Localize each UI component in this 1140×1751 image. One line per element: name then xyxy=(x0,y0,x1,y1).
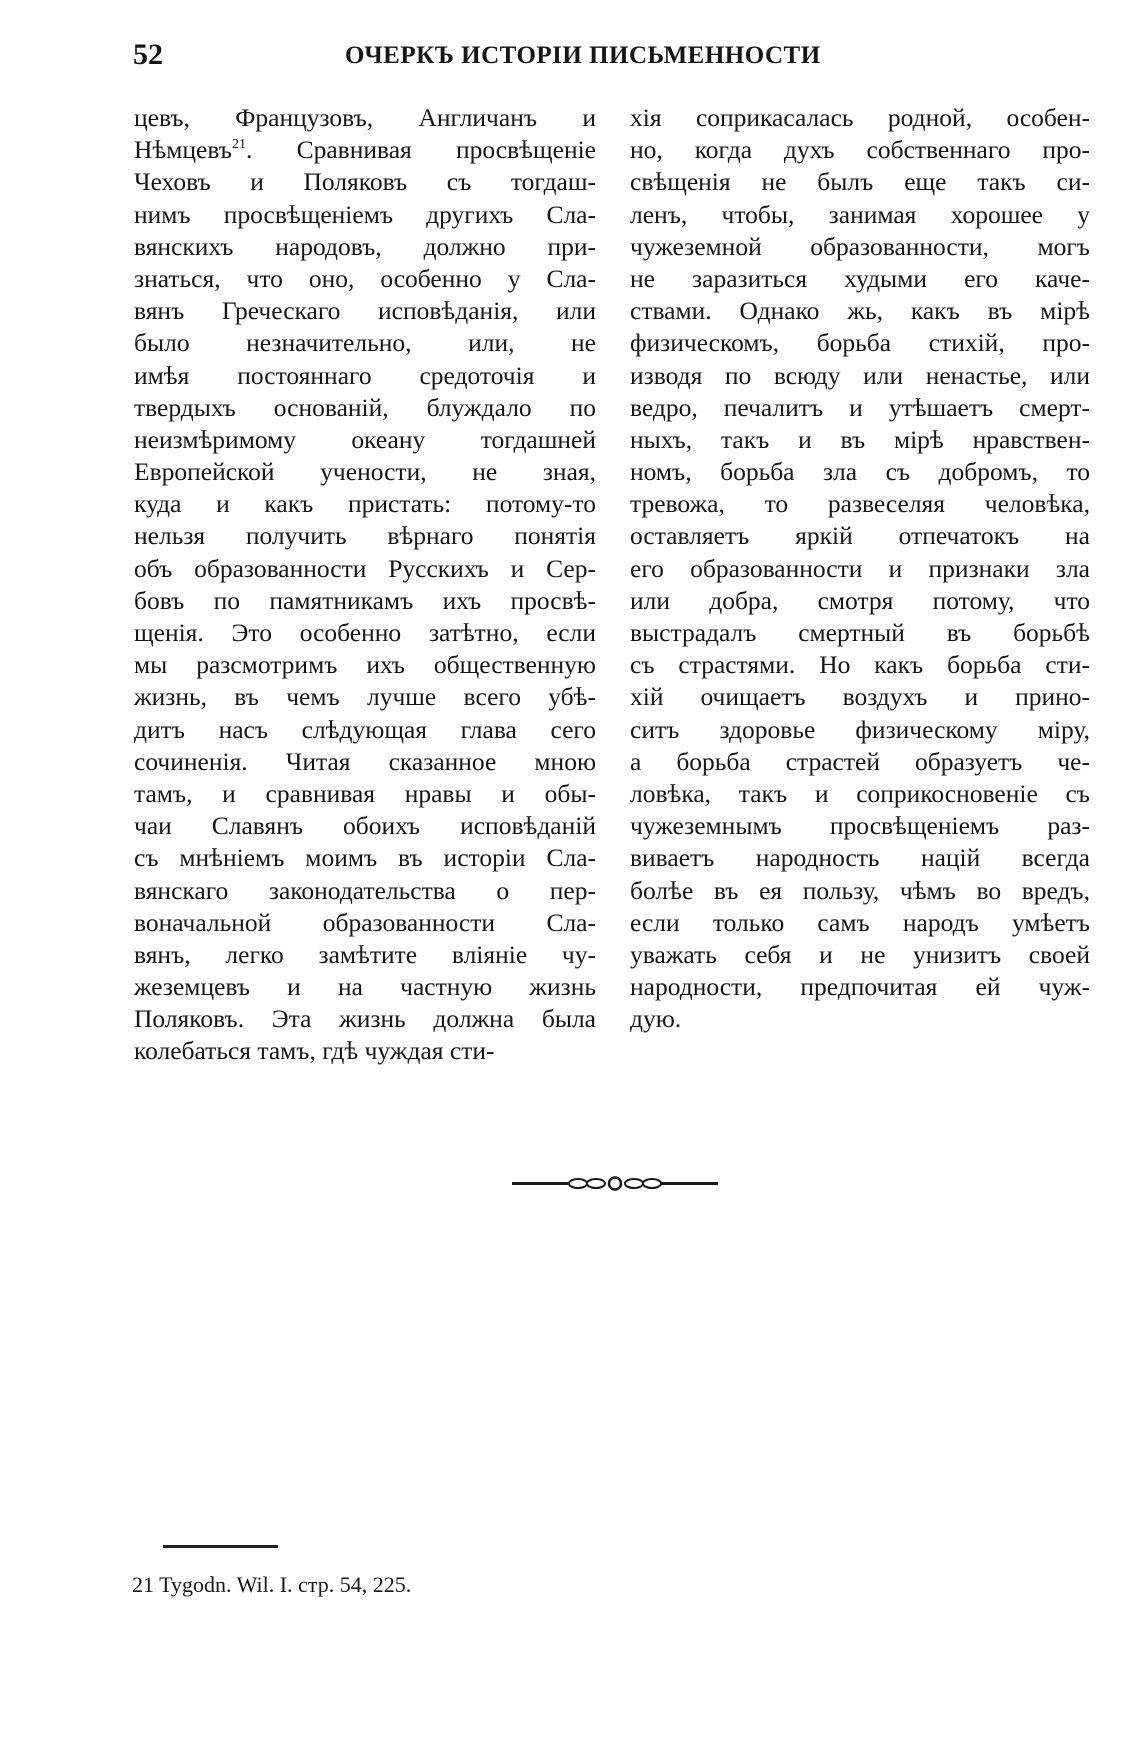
ornament-loop xyxy=(569,1179,587,1188)
ornament-loop xyxy=(587,1179,605,1188)
text-line: хій очищаетъ воздухъ и прино- xyxy=(630,682,1090,712)
text-fragment: . Сравнивая просвѣщеніе xyxy=(245,135,596,165)
running-head: ОЧЕРКЪ ИСТОРІИ ПИСЬМЕННОСТИ xyxy=(345,42,821,69)
text-line: съ страстями. Но какъ борьба сти- xyxy=(630,650,1090,680)
text-line: Поляковъ. Эта жизнь должна была xyxy=(134,1004,596,1034)
text-line: жеземцевъ и на частную жизнь xyxy=(134,972,596,1002)
text-line: знаться, что оно, особенно у Сла- xyxy=(134,263,596,293)
footnote-rule xyxy=(163,1545,278,1548)
text-line: воначальной образованности Сла- xyxy=(134,907,596,937)
text-line: тамъ, и сравнивая нравы и обы- xyxy=(134,778,596,808)
page-number: 52 xyxy=(133,38,163,71)
text-line: колебаться тамъ, гдѣ чуждая сти- xyxy=(134,1036,495,1066)
text-line: вянскаго законодательства о пер- xyxy=(134,875,596,905)
text-line: его образованности и признаки зла xyxy=(630,553,1090,583)
text-line: оставляетъ яркій отпечатокъ на xyxy=(630,521,1090,551)
text-line: чужеземнымъ просвѣщеніемъ раз- xyxy=(630,811,1090,841)
right-column xyxy=(630,102,1090,1035)
text-line: вянъ Греческаго исповѣданія, или xyxy=(134,296,596,326)
footnote: 21 Tygodn. Wil. I. стр. 54, 225. xyxy=(132,1572,412,1597)
text-line: если только самъ народъ умѣетъ xyxy=(630,907,1090,937)
text-line: тревожа, то развеселяя человѣка, xyxy=(630,489,1090,519)
footnote-marker[interactable]: 21 xyxy=(231,137,246,153)
text-line: Чеховъ и Поляковъ съ тогдаш- xyxy=(134,167,596,197)
text-fragment: Нѣмцевъ xyxy=(134,135,232,165)
ornament-loop xyxy=(643,1179,661,1188)
text-line: сочиненія. Читая сказанное мною xyxy=(134,746,596,776)
text-line: уважать себя и не унизитъ своей xyxy=(630,939,1090,969)
text-line: объ образованности Русскихъ и Сер- xyxy=(134,553,596,583)
text-line: а борьба страстей образуетъ че- xyxy=(630,746,1090,776)
text-line: болѣе въ ея пользу, чѣмъ во вредъ, xyxy=(630,875,1090,905)
text-line: ныхъ, такъ и въ мірѣ нравствен- xyxy=(630,424,1090,454)
text-line: ловѣка, такъ и соприкосновеніе съ xyxy=(630,778,1090,808)
text-line: или добра, смотря потому, что xyxy=(630,585,1090,615)
tailpiece-ornament xyxy=(512,1174,718,1194)
text-line: бовъ по памятникамъ ихъ просвѣ- xyxy=(134,585,596,615)
ornament-rule-right xyxy=(660,1182,718,1185)
text-line: твердыхъ основаній, блуждало по xyxy=(134,392,596,422)
ornament-rule-left xyxy=(512,1182,570,1185)
text-line: свѣщенія не былъ еще такъ си- xyxy=(630,167,1090,197)
text-line: ствами. Однако жь, какъ въ мірѣ xyxy=(630,296,1090,326)
text-line: чаи Славянъ обоихъ исповѣданій xyxy=(134,811,596,841)
text-line: ситъ здоровье физическому міру, xyxy=(630,714,1090,744)
text-line: но, когда духъ собственнаго про- xyxy=(630,135,1090,165)
text-line: ведро, печалитъ и утѣшаетъ смерт- xyxy=(630,392,1090,422)
text-line: номъ, борьба зла съ добромъ, то xyxy=(630,457,1090,487)
text-line: Европейской учености, не зная, xyxy=(134,457,596,487)
text-line: народности, предпочитая ей чуж- xyxy=(630,972,1090,1002)
text-line: дитъ насъ слѣдующая глава сего xyxy=(134,714,596,744)
text-line: вянъ, легко замѣтите вліяніе чу- xyxy=(134,939,596,969)
ornament-center xyxy=(609,1178,621,1190)
text-line: физическомъ, борьба стихій, про- xyxy=(630,328,1090,358)
text-line: вянскихъ народовъ, должно при- xyxy=(134,231,596,261)
text-line xyxy=(134,134,596,166)
text-line: куда и какъ пристать: потому-то xyxy=(134,489,596,519)
text-line: дую. xyxy=(630,1004,682,1034)
text-line: нельзя получить вѣрнаго понятія xyxy=(134,521,596,551)
text-line: хія соприкасалась родной, особен- xyxy=(630,103,1090,132)
text-line: не заразиться худыми его каче- xyxy=(630,263,1090,293)
text-line: цевъ, Французовъ, Англичанъ и xyxy=(134,103,596,132)
text-line: было незначительно, или, не xyxy=(134,328,596,358)
text-line: чужеземной образованности, могъ xyxy=(630,231,1090,261)
text-line: нимъ просвѣщеніемъ другихъ Сла- xyxy=(134,199,596,229)
text-line: жизнь, въ чемъ лучше всего убѣ- xyxy=(134,682,596,712)
text-line: имѣя постояннаго средоточія и xyxy=(134,360,596,390)
text-line: щенія. Это особенно затѣтно, если xyxy=(134,618,596,647)
text-line: мы разсмотримъ ихъ общественную xyxy=(134,650,596,680)
text-line: виваетъ народность націй всегда xyxy=(630,843,1090,873)
text-line: неизмѣримому океану тогдашней xyxy=(134,424,596,454)
ornament-loop xyxy=(625,1179,643,1188)
text-line: ленъ, чтобы, занимая хорошее у xyxy=(630,199,1090,229)
left-column xyxy=(134,102,596,1068)
text-line: изводя по всюду или ненастье, или xyxy=(630,360,1090,390)
text-line: съ мнѣніемъ моимъ въ исторіи Сла- xyxy=(134,843,596,873)
text-line: выстрадалъ смертный въ борьбѣ xyxy=(630,618,1090,647)
